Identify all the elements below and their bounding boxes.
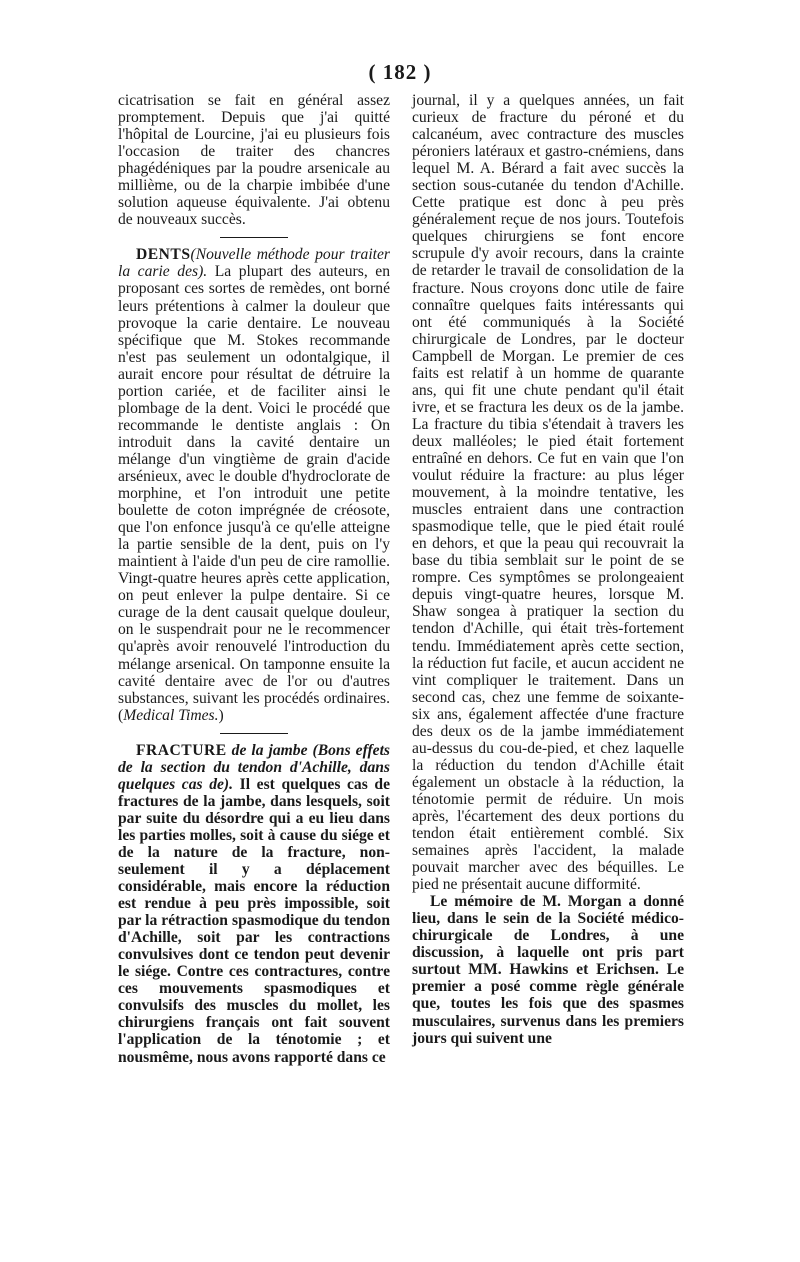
entry-fracture <box>118 742 390 1066</box>
section-divider <box>220 733 288 734</box>
paragraph-cicatrisation: cicatrisation se fait en général assez promptement. Depuis que j'ai quitté l'hôpital de Lourcine, j'ai eu plusieurs fois l'occasion de traiter des chancres phagédéniques par la poudre arsenicale au millième, ou de la charpie imbibée d'une solution aqueuse équivalente. J'ai obtenu de nouveaux succès. <box>118 92 390 229</box>
left-column <box>118 92 390 1066</box>
paragraph-morgan-memoir: Le mémoire de M. Morgan a donné lieu, dans le sein de la Société médico-chirurgicale de Londres, à une discussion, à laquelle ont pris part surtout MM. Hawkins et Erichsen. Le premier a posé comme règle générale que, toutes les fois que des spasmes musculaires, survenus dans les premiers jours qui suivent une <box>412 893 684 1047</box>
entry-dents <box>118 246 390 723</box>
entry-title-dents: DENTS <box>136 246 191 264</box>
citation-close: ) <box>218 706 224 724</box>
source-citation: Medical Times. <box>123 706 219 724</box>
entry-body-dents: La plupart des auteurs, en proposant ces sortes de remèdes, ont borné leurs prétentions à calmer la douleur que provoque la carie dentaire. Le nouveau spécifique que M. Stokes recommande n'est pas seulement un odontalgique, il aurait encore pour résultat de détruire la portion cariée, et de faciliter ainsi le plombage de la dent. Voici le procédé que recommande le dentiste anglais : On introduit dans la cavité dentaire un mélange d'un vingtième de grain d'acide arsénieux, avec le double d'hydroclorate de morphine, et l'on introduit une petite boulette de coton imprégnée de créosote, que l'on enfonce jusqu'à ce qu'elle atteigne la partie sensible de la dent, puis on l'y maintient à l'aide d'un peu de cire ramollie. Vingt-quatre heures après cette application, on peut enlever la pulpe dentaire. Si ce curage de la dent causait quelque douleur, on le suspendrait pour ne le recommencer qu'après avoir renouvelé l'introduction du mélange arsenical. On tamponne ensuite la cavité dentaire avec de l'or ou d'autres substances, suivant les procédés ordinaires. ( <box>118 263 390 724</box>
section-divider <box>220 237 288 238</box>
right-column <box>412 92 684 1047</box>
page-number: ( 182 ) <box>368 60 432 84</box>
paragraph-fracture-cases: journal, il y a quelques années, un fait curieux de fracture du péroné et du calcanéum, avec contracture des muscles péroniers latéraux et gastro-cnémiens, dans lequel M. A. Bérard a fait avec succès la section sous-cutanée du tendon d'Achille. Cette pratique est donc à peu près généralement reçue de nos jours. Toutefois quelques chirurgiens se font encore scrupule d'y avoir recours, dans la crainte de retarder le travail de consolidation de la fracture. Nous croyons donc utile de faire connaître quelques faits intéressants qui ont été communiqués à la Société chirurgicale de Londres, par le docteur Campbell de Morgan. Le premier de ces faits est relatif à un homme de quarante ans, qui fit une chute pendant qu'il était ivre, et se fractura les deux os de la jambe. La fracture du tibia s'étendait à travers les deux malléoles; le pied était fortement entraîné en dehors. Ce fut en vain que l'on voulut réduire la fracture: au plus léger mouvement, à la moindre tentative, les muscles entraient dans une contraction spasmodique telle, que le pied était roulé en dehors, et que la peau qui recouvrait la base du tibia semblait sur le point de se rompre. Ces symptômes se prolongeaient depuis vingt-quatre heures, lorsque M. Shaw songea à pratiquer la section du tendon d'Achille, qui était très-fortement tendu. Immédiatement après cette section, la réduction fut facile, et aucun accident ne vint compliquer le traitement. Dans un second cas, chez une femme de soixante-six ans, également affectée d'une fracture des deux os de la jambe immédiatement au-dessus du cou-de-pied, et chez laquelle la réduction du tendon d'Achille était également un obstacle à la réduction, la ténotomie permit de réduire. Un mois après, l'écartement des deux portions du tendon était entièrement comblé. Six semaines après l'accident, la malade pouvait marcher avec des béquilles. Le pied ne présentait aucune difformité. <box>412 92 684 894</box>
entry-body-fracture: Il est quelques cas de fractures de la jambe, dans lesquels, soit par suite du désordre qui a eu lieu dans les parties molles, soit à cause du siége et de la nature de la fracture, non-seulement il y a déplacement considérable, mais encore la réduction est rendue à peu près impossible, soit par la rétraction spasmodique du tendon d'Achille, soit par les contractions convulsives dont ce tendon peut devenir le siége. Contre ces contractures, contre ces mouvements spasmodiques et convulsifs des muscles du mollet, les chirurgiens français ont fait souvent l'application de la ténotomie ; et nousmême, nous avons rapporté dans ce <box>118 775 390 1066</box>
entry-subtitle-fracture: de la jambe (Bons effets de la section du tendon d'Achille, dans quelques cas de). <box>118 741 390 793</box>
entry-subtitle-dents: (Nouvelle méthode pour traiter la carie des). <box>118 246 390 281</box>
entry-title-fracture: FRACTURE <box>136 741 227 759</box>
